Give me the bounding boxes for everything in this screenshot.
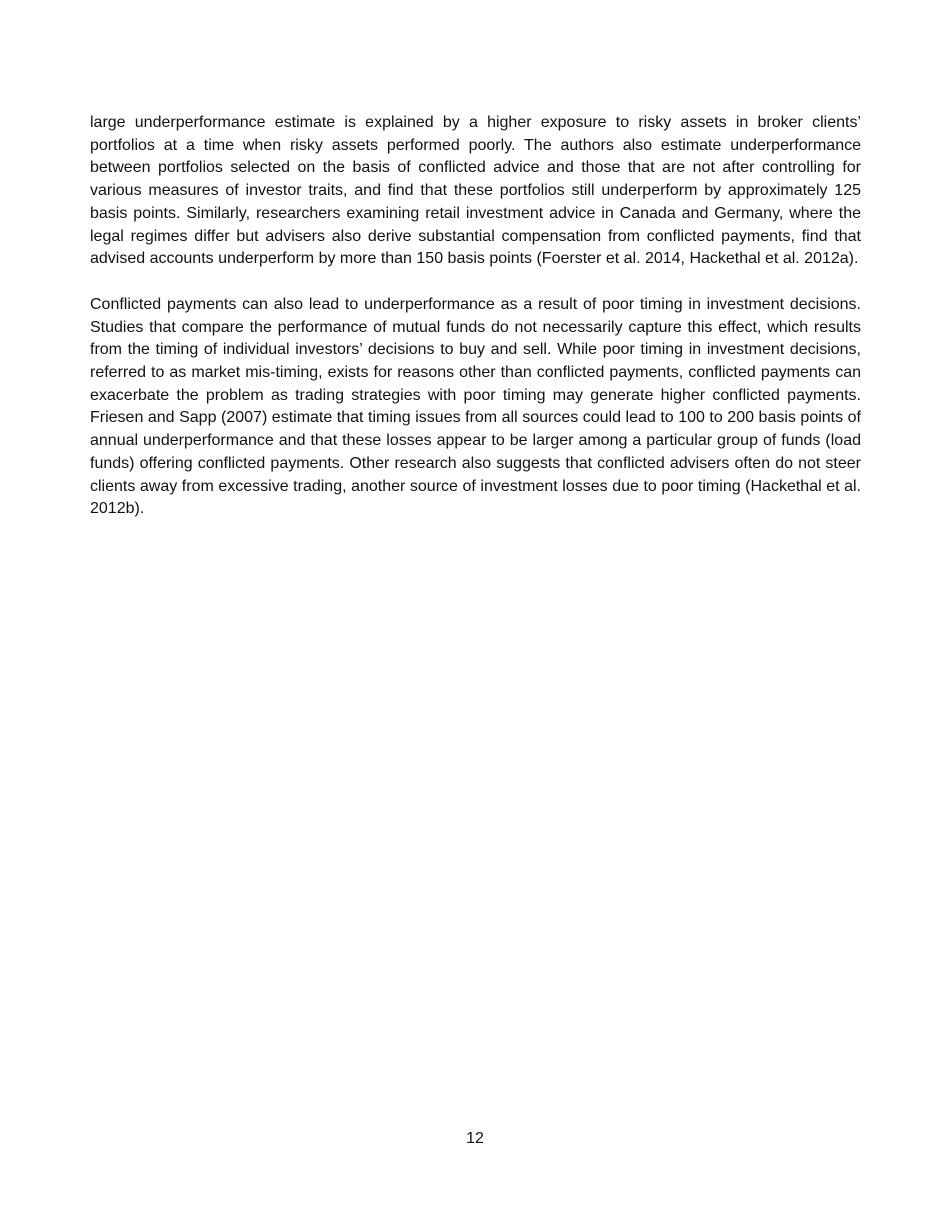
paragraph-timing-underperformance: Conflicted payments can also lead to underperformance as a result of poor timing in investment decisions. Studies that compare the performance of mutual funds do not necessarily capture this effect, which results from the timing of individual investors’ decisions to buy and sell. While poor timing in investment decisions, referred to as market mis-timing, exists for reasons other than conflicted payments, conflicted payments can exacerbate the problem as trading strategies with poor timing may generate higher conflicted payments. Friesen and Sapp (2007) estimate that timing issues from all sources could lead to 100 to 200 basis points of annual underperformance and that these losses appear to be larger among a particular group of funds (load funds) offering conflicted payments. Other research also suggests that conflicted advisers often do not steer clients away from excessive trading, another source of investment losses due to poor timing (Hackethal et al. 2012b). xyxy=(90,295,861,518)
page-number: 12 xyxy=(466,1130,484,1147)
body-text xyxy=(90,112,861,544)
paragraph-underperformance-estimate: large underperformance estimate is explained by a higher exposure to risky assets in broker clients’ portfolios at a time when risky assets performed poorly. The authors also estimate underperformance between portfolios selected on the basis of conflicted advice and those that are not after controlling for various measures of investor traits, and find that these portfolios still underperform by approximately 125 basis points. Similarly, researchers examining retail investment advice in Canada and Germany, where the legal regimes differ but advisers also derive substantial compensation from conflicted payments, find that advised accounts underperform by more than 150 basis points (Foerster et al. 2014, Hackethal et al. 2012a). xyxy=(90,114,861,268)
